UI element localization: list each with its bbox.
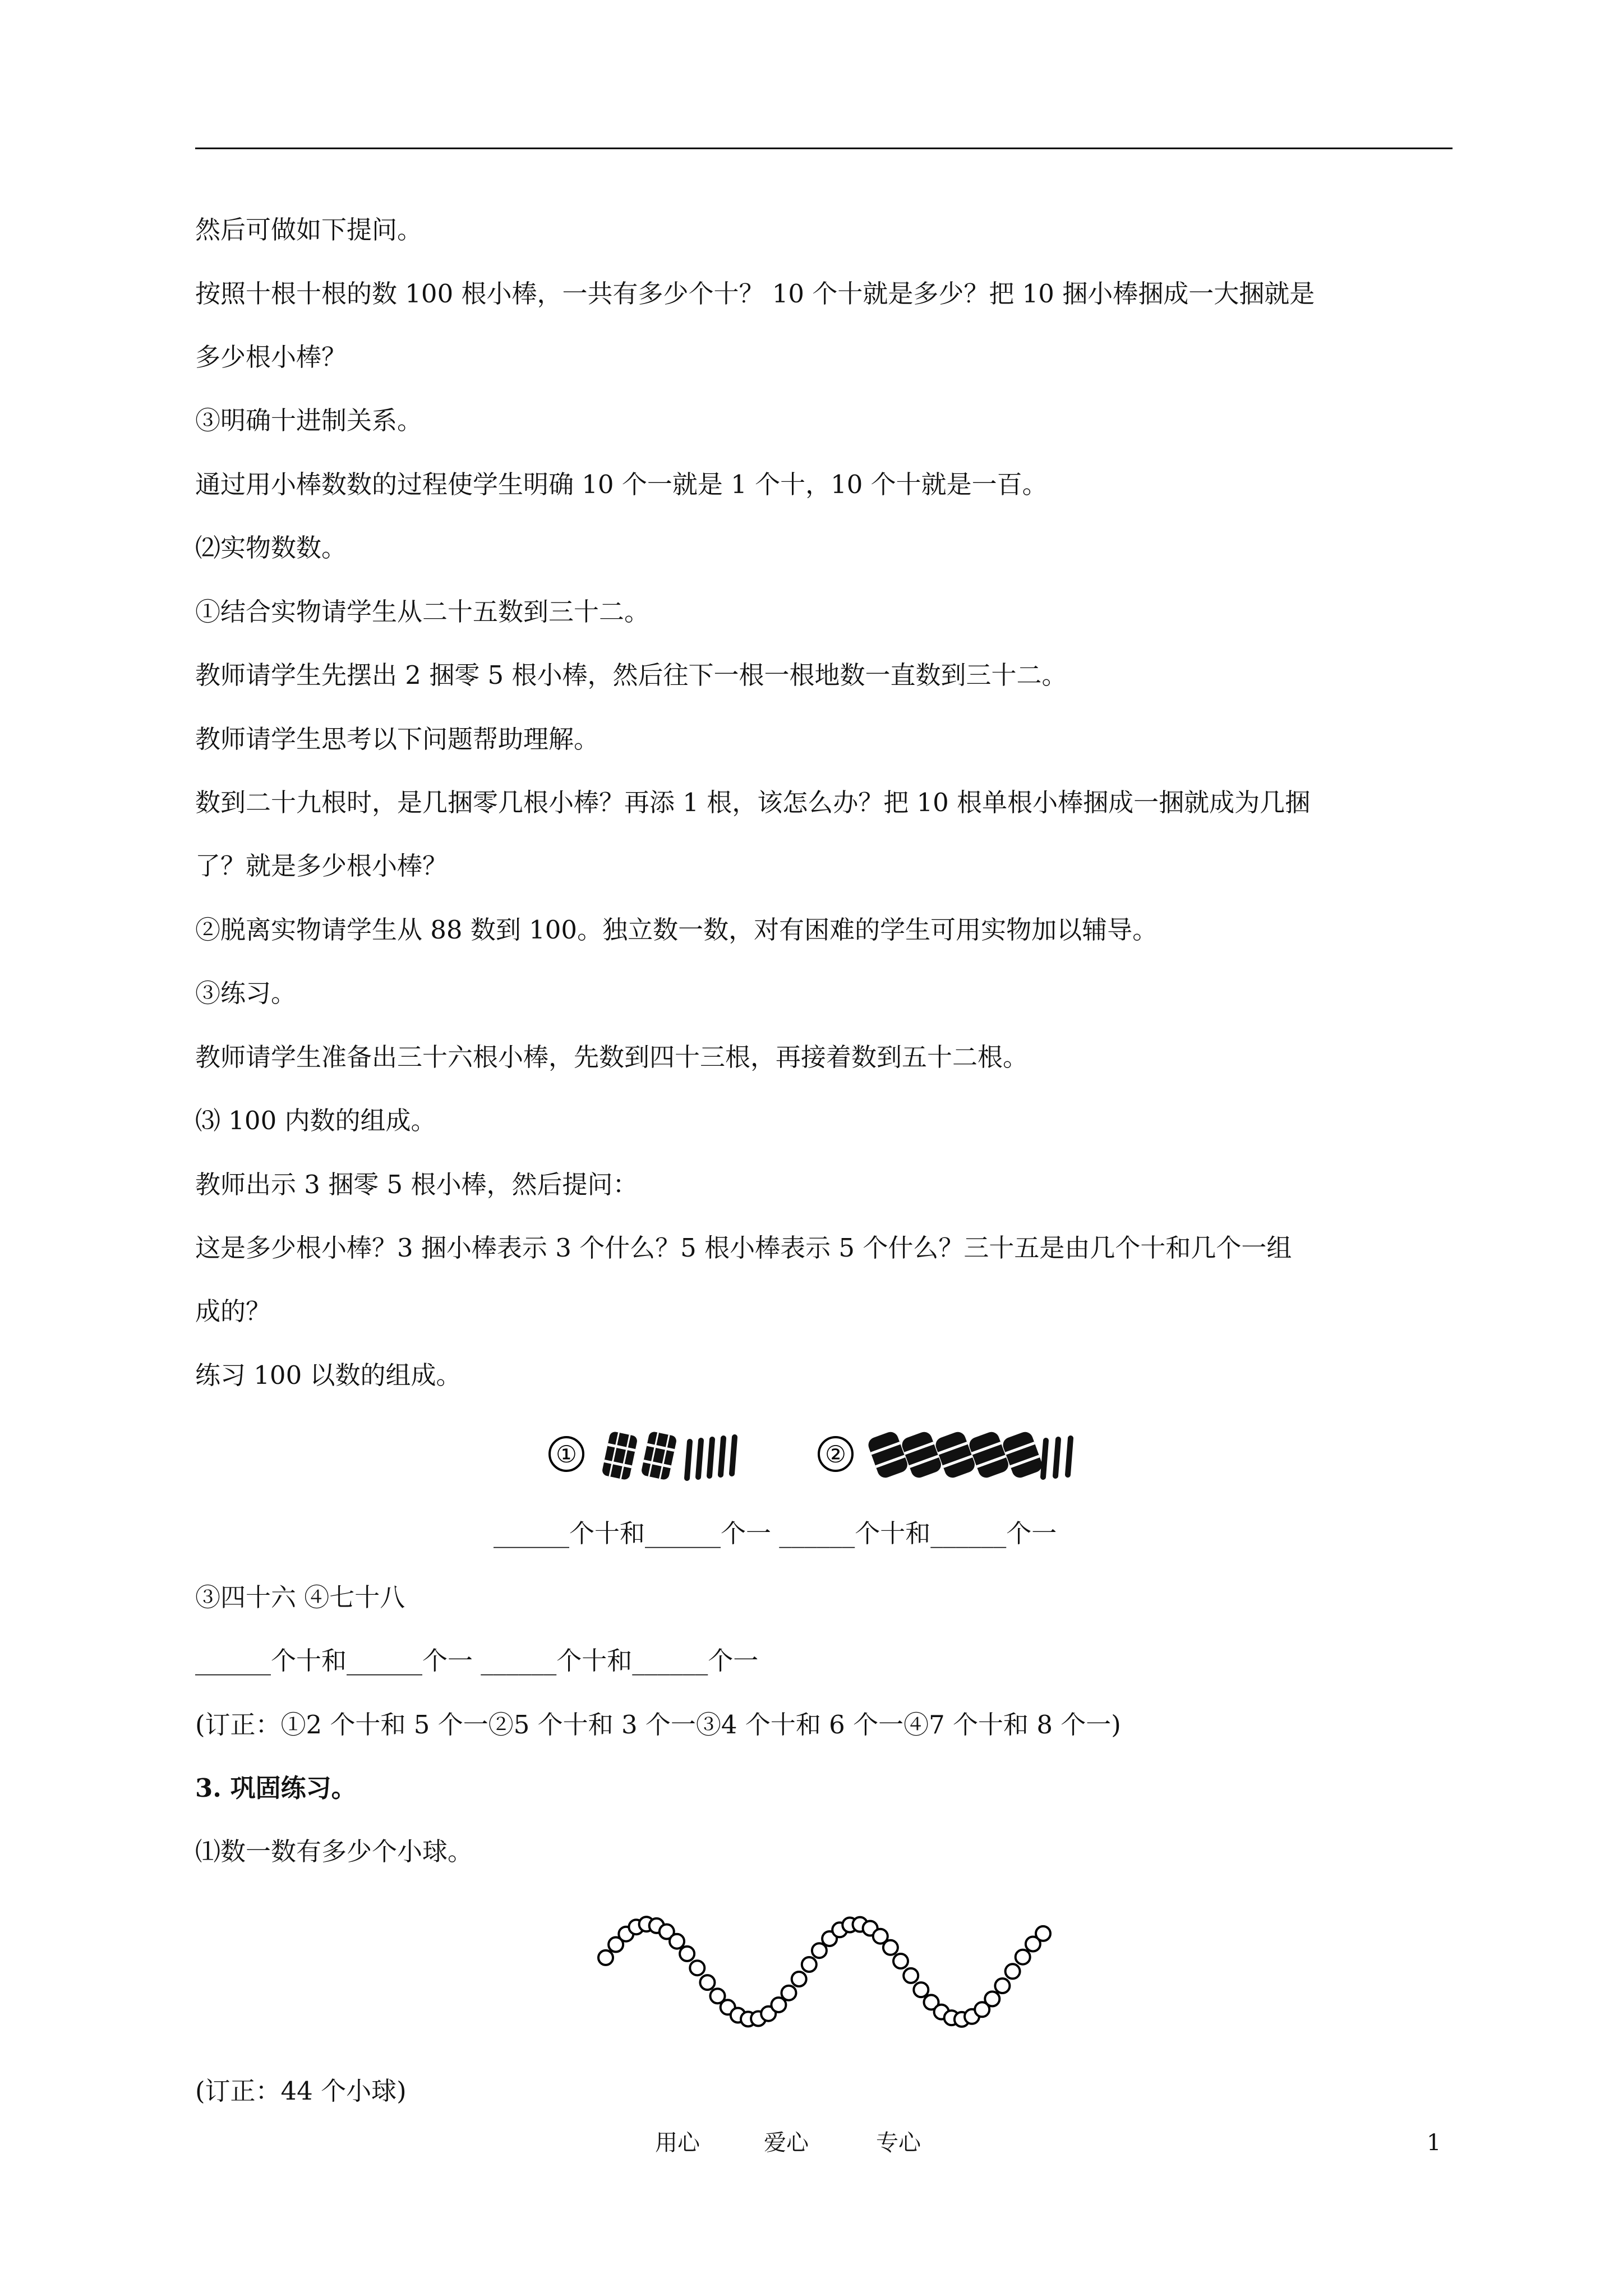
text-line: 了？就是多少根小棒？ (195, 851, 448, 881)
svg-text:②: ② (825, 1441, 846, 1468)
section-heading: 3. 巩固练习。 (195, 1773, 357, 1803)
text-line: 练习 100 以数的组成。 (195, 1360, 462, 1390)
text-line: 教师请学生准备出三十六根小棒，先数到四十三根，再接着数到五十二根。 (195, 1042, 1029, 1072)
ball-icon (782, 1986, 796, 2000)
ball-icon (1006, 1964, 1020, 1978)
text-line: ⑴数一数有多少个小球。 (195, 1837, 473, 1866)
bundle-icon (934, 1430, 977, 1480)
text-line: ③明确十进制关系。 (195, 406, 423, 435)
ball-icon (700, 1975, 714, 1990)
footer-right: 专心 (876, 2130, 921, 2156)
fill-blanks-row: ______个十和______个一 ______个十和______个一 (494, 1519, 1057, 1548)
text-line: 然后可做如下提问。 (195, 215, 423, 245)
text-line: 成的？ (195, 1296, 271, 1326)
text-line: ⑵实物数数。 (195, 533, 347, 563)
svg-text:①: ① (556, 1441, 577, 1468)
header-rule (195, 148, 1453, 149)
text-line: ①结合实物请学生从二十五数到三十二。 (195, 597, 650, 627)
footer-left: 用心 (655, 2130, 700, 2156)
ball-icon (771, 1998, 786, 2012)
ball-icon (598, 1950, 613, 1965)
bundle-icon (866, 1430, 910, 1480)
bundle-icon (1001, 1430, 1044, 1480)
text-line: 教师请学生先摆出 2 捆零 5 根小棒，然后往下一根一根地数一直数到三十二。 (195, 660, 1067, 690)
ball-icon (903, 1968, 918, 1983)
bundle-icon (601, 1431, 638, 1481)
stick-bundles-figure (547, 1425, 1085, 1487)
ball-icon (883, 1940, 898, 1955)
text-line: 这是多少根小棒？3 捆小棒表示 3 个什么？5 根小棒表示 5 个什么？三十五是由几个十和几个一组 (195, 1233, 1292, 1263)
ball-icon (995, 1978, 1009, 1993)
page-number: 1 (1427, 2130, 1441, 2156)
text-line: 教师请学生思考以下问题帮助理解。 (195, 724, 600, 754)
ball-chain-figure (594, 1904, 1054, 2039)
answer-line: (订正：44 个小球) (195, 2076, 407, 2106)
text-line: 按照十根十根的数 100 根小棒，一共有多少个十？ 10 个十就是多少？把 10 捆小棒捆成一大捆就是 (195, 279, 1315, 309)
text-line: ______个十和______个一 ______个十和______个一 (195, 1646, 759, 1676)
text-line: 通过用小棒数数的过程使学生明确 10 个一就是 1 个十，10 个十就是一百。 (195, 470, 1048, 499)
ball-icon (812, 1943, 827, 1958)
ball-icon (680, 1947, 694, 1961)
ball-icon (893, 1954, 908, 1968)
bundle-icon (967, 1430, 1011, 1480)
text-line: ③四十六 ④七十八 (195, 1582, 405, 1612)
text-line: ②脱离实物请学生从 88 数到 100。独立数一数，对有困难的学生可用实物加以辅导。 (195, 915, 1158, 945)
text-line: ⑶ 100 内数的组成。 (195, 1106, 436, 1135)
ball-icon (985, 1991, 999, 2006)
text-line: 数到二十九根时，是几捆零几根小棒？再添 1 根，该怎么办？把 10 根单根小棒捆成一捆就成为几捆 (195, 788, 1311, 817)
text-line: 教师出示 3 捆零 5 根小棒，然后提问： (195, 1170, 638, 1199)
text-line: ③练习。 (195, 978, 297, 1008)
ball-icon (1016, 1950, 1030, 1964)
ball-icon (670, 1934, 684, 1949)
ball-icon (1036, 1926, 1050, 1941)
bundle-icon (640, 1431, 677, 1481)
single-sticks-icon (1043, 1438, 1071, 1477)
bundle-icon (900, 1430, 943, 1480)
ball-icon (914, 1982, 928, 1997)
text-line: (订正：①2 个十和 5 个一②5 个十和 3 个一③4 个十和 6 个一④7 个十和 8 个一) (195, 1710, 1121, 1740)
footer-middle: 爱心 (764, 2130, 809, 2156)
single-sticks-icon (687, 1437, 735, 1478)
text-line: 多少根小棒？ (195, 342, 347, 372)
ball-icon (690, 1961, 704, 1975)
ball-icon (792, 1972, 806, 1986)
ball-icon (802, 1957, 817, 1972)
